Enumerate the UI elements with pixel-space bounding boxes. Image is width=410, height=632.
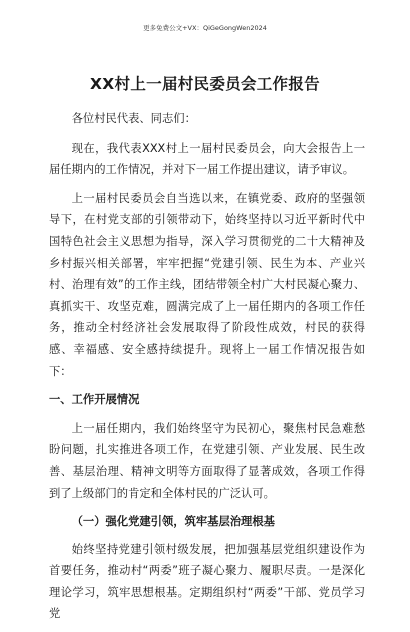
summary-paragraph: 上一届村民委员会自当选以来，在镇党委、政府的坚强领导下，在村党支部的引领带动下，始终坚持以习近平新时代中国特色社会主义思想为指导，深入学习贯彻党的二十大精神及乡村振兴相关部署，牢牢把握“党建引领、民生为本、产业兴村、治理有效”的工作主线，团结带领全村广大村民凝心聚力、真抓实干、攻坚克难，圆满完成了上一届任期内的各项工作任务，推动全村经济社会发展取得了阶段性成效，村民的获得感、幸福感、安全感持续提升。现将上一届工作情况报告如下：: [49, 191, 365, 378]
section-1-heading: 一、工作开展情况: [49, 393, 140, 407]
section-1-paragraph: 上一届任期内，我们始终坚守为民初心，聚焦村民急难愁盼问题，扎实推进各项工作，在党建引领、产业发展、民生改善、基层治理、精神文明等方面取得了显著成效，各项工作得到了上级部门的肯定和全体村民的广泛认可。: [49, 421, 365, 500]
document-title: XX村上一届村民委员会工作报告: [90, 75, 320, 94]
header-note: 更多免费公文+VX：QiGeGongWen2024: [143, 24, 267, 32]
subsection-1-heading: （一）强化党建引领，筑牢基层治理根基: [71, 515, 275, 529]
salutation: 各位村民代表、同志们：: [71, 112, 196, 125]
subsection-1-paragraph: 始终坚持党建引领村级发展，把加强基层党组织建设作为首要任务，推动村“两委”班子凝心聚力、履职尽责。一是深化理论学习，筑牢思想根基。定期组织村“两委”干部、党员学习党: [49, 542, 365, 621]
intro-paragraph: 现在，我代表XXX村上一届村民委员会，向大会报告上一届任期内的工作情况，并对下一届工作提出建议，请予审议。: [49, 141, 365, 177]
document-body: [49, 108, 365, 632]
